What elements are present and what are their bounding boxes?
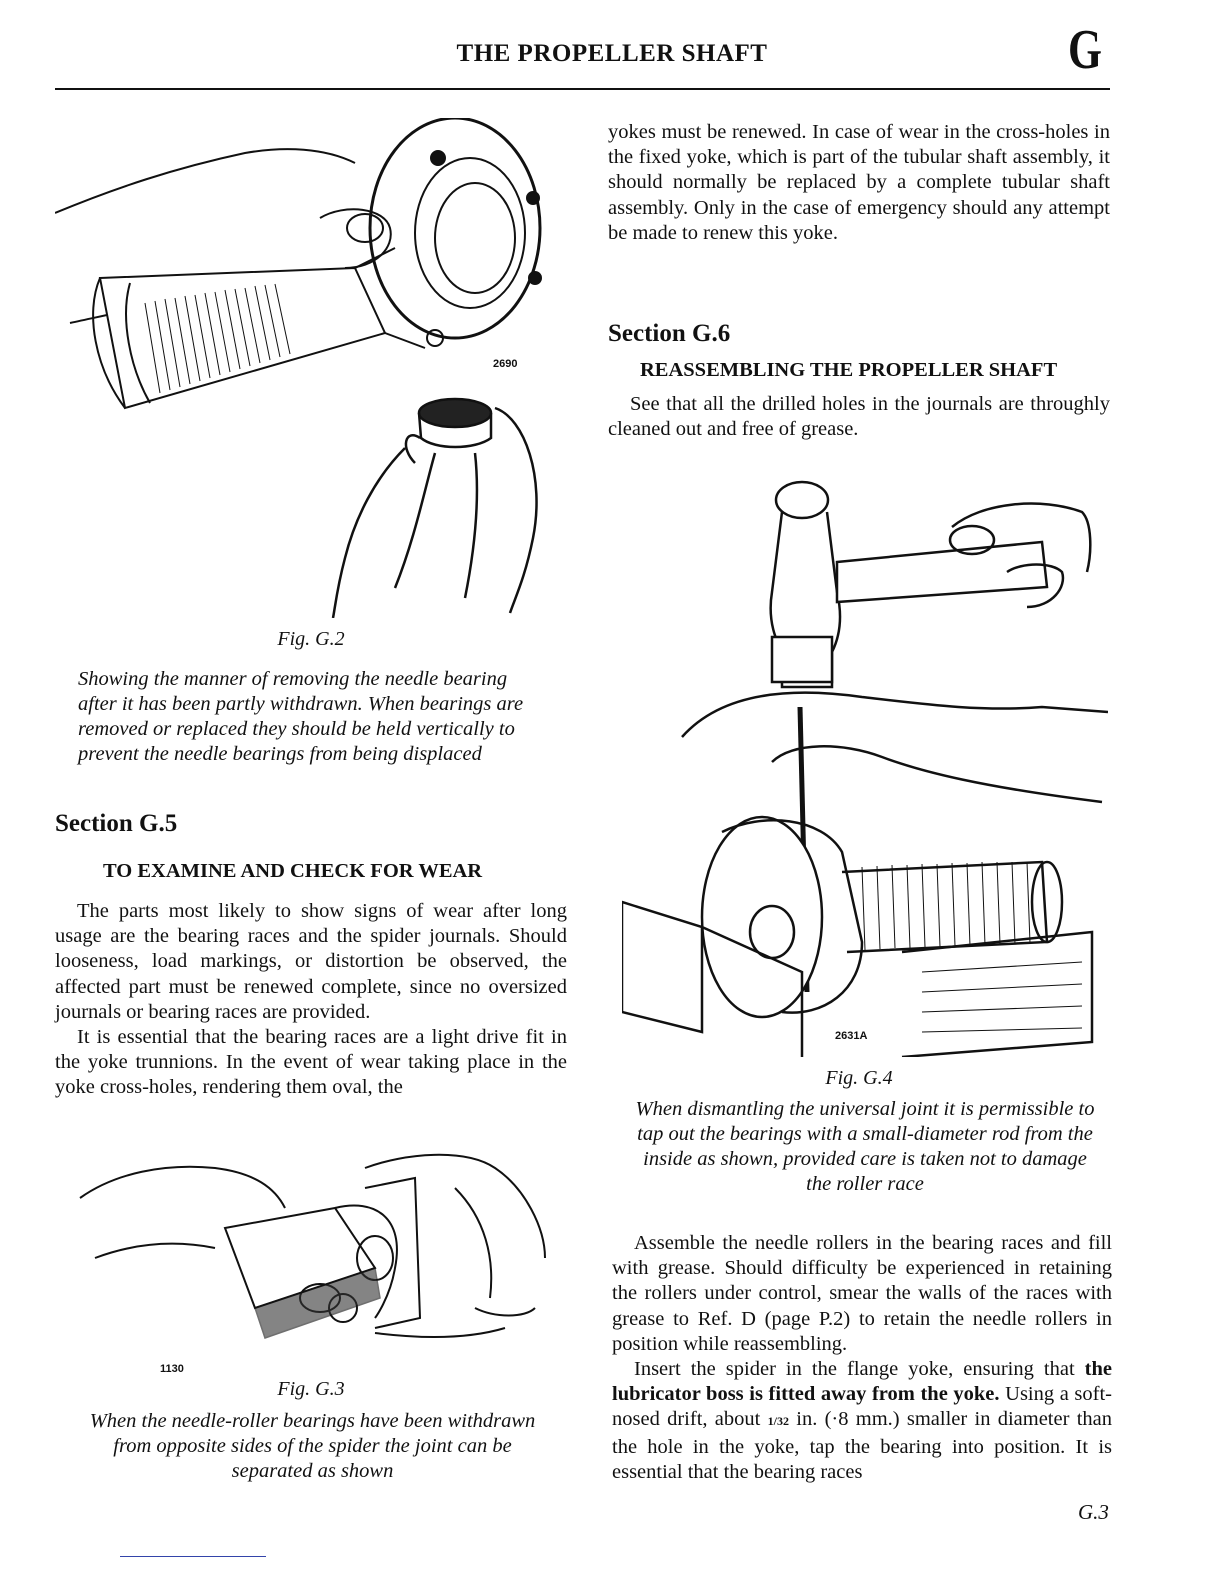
right-paragraph-top: yokes must be renewed. In case of wear in the cross-holes in the fixed yoke, which is part of the tubular shaft assembly, it should normally be replaced by a complete tubular shaft assembly. Only in the case of emergency should any attempt be made to renew this yoke. — [608, 121, 1110, 244]
section-g5-paragraph-1: The parts most likely to show signs of wear after long usage are the bearing races and the spider journals. Should looseness, load markings, or distortion be observed, the affected part must be renewed complete, since no oversized journals or bearing races are provided. — [55, 900, 567, 1023]
fig-g4-image-number: 2631A — [835, 1030, 868, 1042]
fig-g2-label: Fig. G.2 — [277, 628, 345, 650]
bottom-rule — [120, 1556, 266, 1557]
page-number: G.3 — [1078, 1500, 1109, 1524]
section-g5-subheading: TO EXAMINE AND CHECK FOR WEAR — [103, 860, 483, 882]
insert-paragraph-part-3: in. (·8 mm.) smaller in diameter than the hole in the yoke, tap the bearing into position. It is essential that the bearing races — [612, 1408, 1112, 1483]
section-g5-heading: Section G.5 — [55, 810, 178, 837]
insert-paragraph-part-2: Using a soft-nosed drift, about — [612, 1383, 1112, 1431]
section-g6-subheading: REASSEMBLING THE PROPELLER SHAFT — [640, 359, 1058, 381]
page-title: THE PROPELLER SHAFT — [456, 40, 768, 67]
fig-g3-label: Fig. G.3 — [277, 1378, 345, 1400]
fig-g3-illustration — [75, 1148, 555, 1358]
lubricator-boss-emphasis: the lubricator boss is fitted away from the yoke. — [612, 1358, 1112, 1406]
section-letter: G — [1068, 19, 1102, 81]
assemble-paragraph: Assemble the needle rollers in the bearing races and fill with grease. Should difficulty be experienced in retaining the rollers under control, smear the walls of the races with grease to Ref. D (page P.2) to retain the needle rollers in position while reassembling. — [612, 1232, 1112, 1355]
fig-g4-label: Fig. G.4 — [825, 1067, 893, 1089]
section-g6-heading: Section G.6 — [608, 320, 731, 347]
fig-g4-caption: When dismantling the universal joint it is permissible to tap out the bearings with a small-diameter rod from the inside as shown, provided care is taken not to damage the roller race — [635, 1098, 1095, 1195]
fig-g2-illustration — [55, 118, 555, 618]
insert-paragraph — [612, 1357, 1112, 1485]
fig-g3-caption: When the needle-roller bearings have been withdrawn from opposite sides of the spider the joint can be separated as shown — [89, 1410, 536, 1482]
fig-g3-image-number: 1130 — [160, 1363, 184, 1375]
header-rule — [55, 88, 1110, 90]
fraction-one-thirty-second: 1/32 — [767, 1414, 789, 1429]
fig-g2-image-number: 2690 — [493, 358, 518, 370]
section-g5-paragraph-2: It is essential that the bearing races are a light drive fit in the yoke trunnions. In the event of wear taking place in the yoke cross-holes, rendering them oval, the — [55, 1026, 567, 1099]
section-g6-paragraph-1: See that all the drilled holes in the journals are throughly cleaned out and free of grease. — [608, 393, 1110, 441]
insert-paragraph-part-1: Insert the spider in the flange yoke, ensuring that — [634, 1358, 1085, 1381]
fig-g4-illustration — [622, 472, 1108, 1057]
fig-g2-caption: Showing the manner of removing the needle bearing after it has been partly withdrawn. When bearings are removed or replaced they should be held vertically to prevent the needle bearings from being displaced — [78, 668, 524, 765]
